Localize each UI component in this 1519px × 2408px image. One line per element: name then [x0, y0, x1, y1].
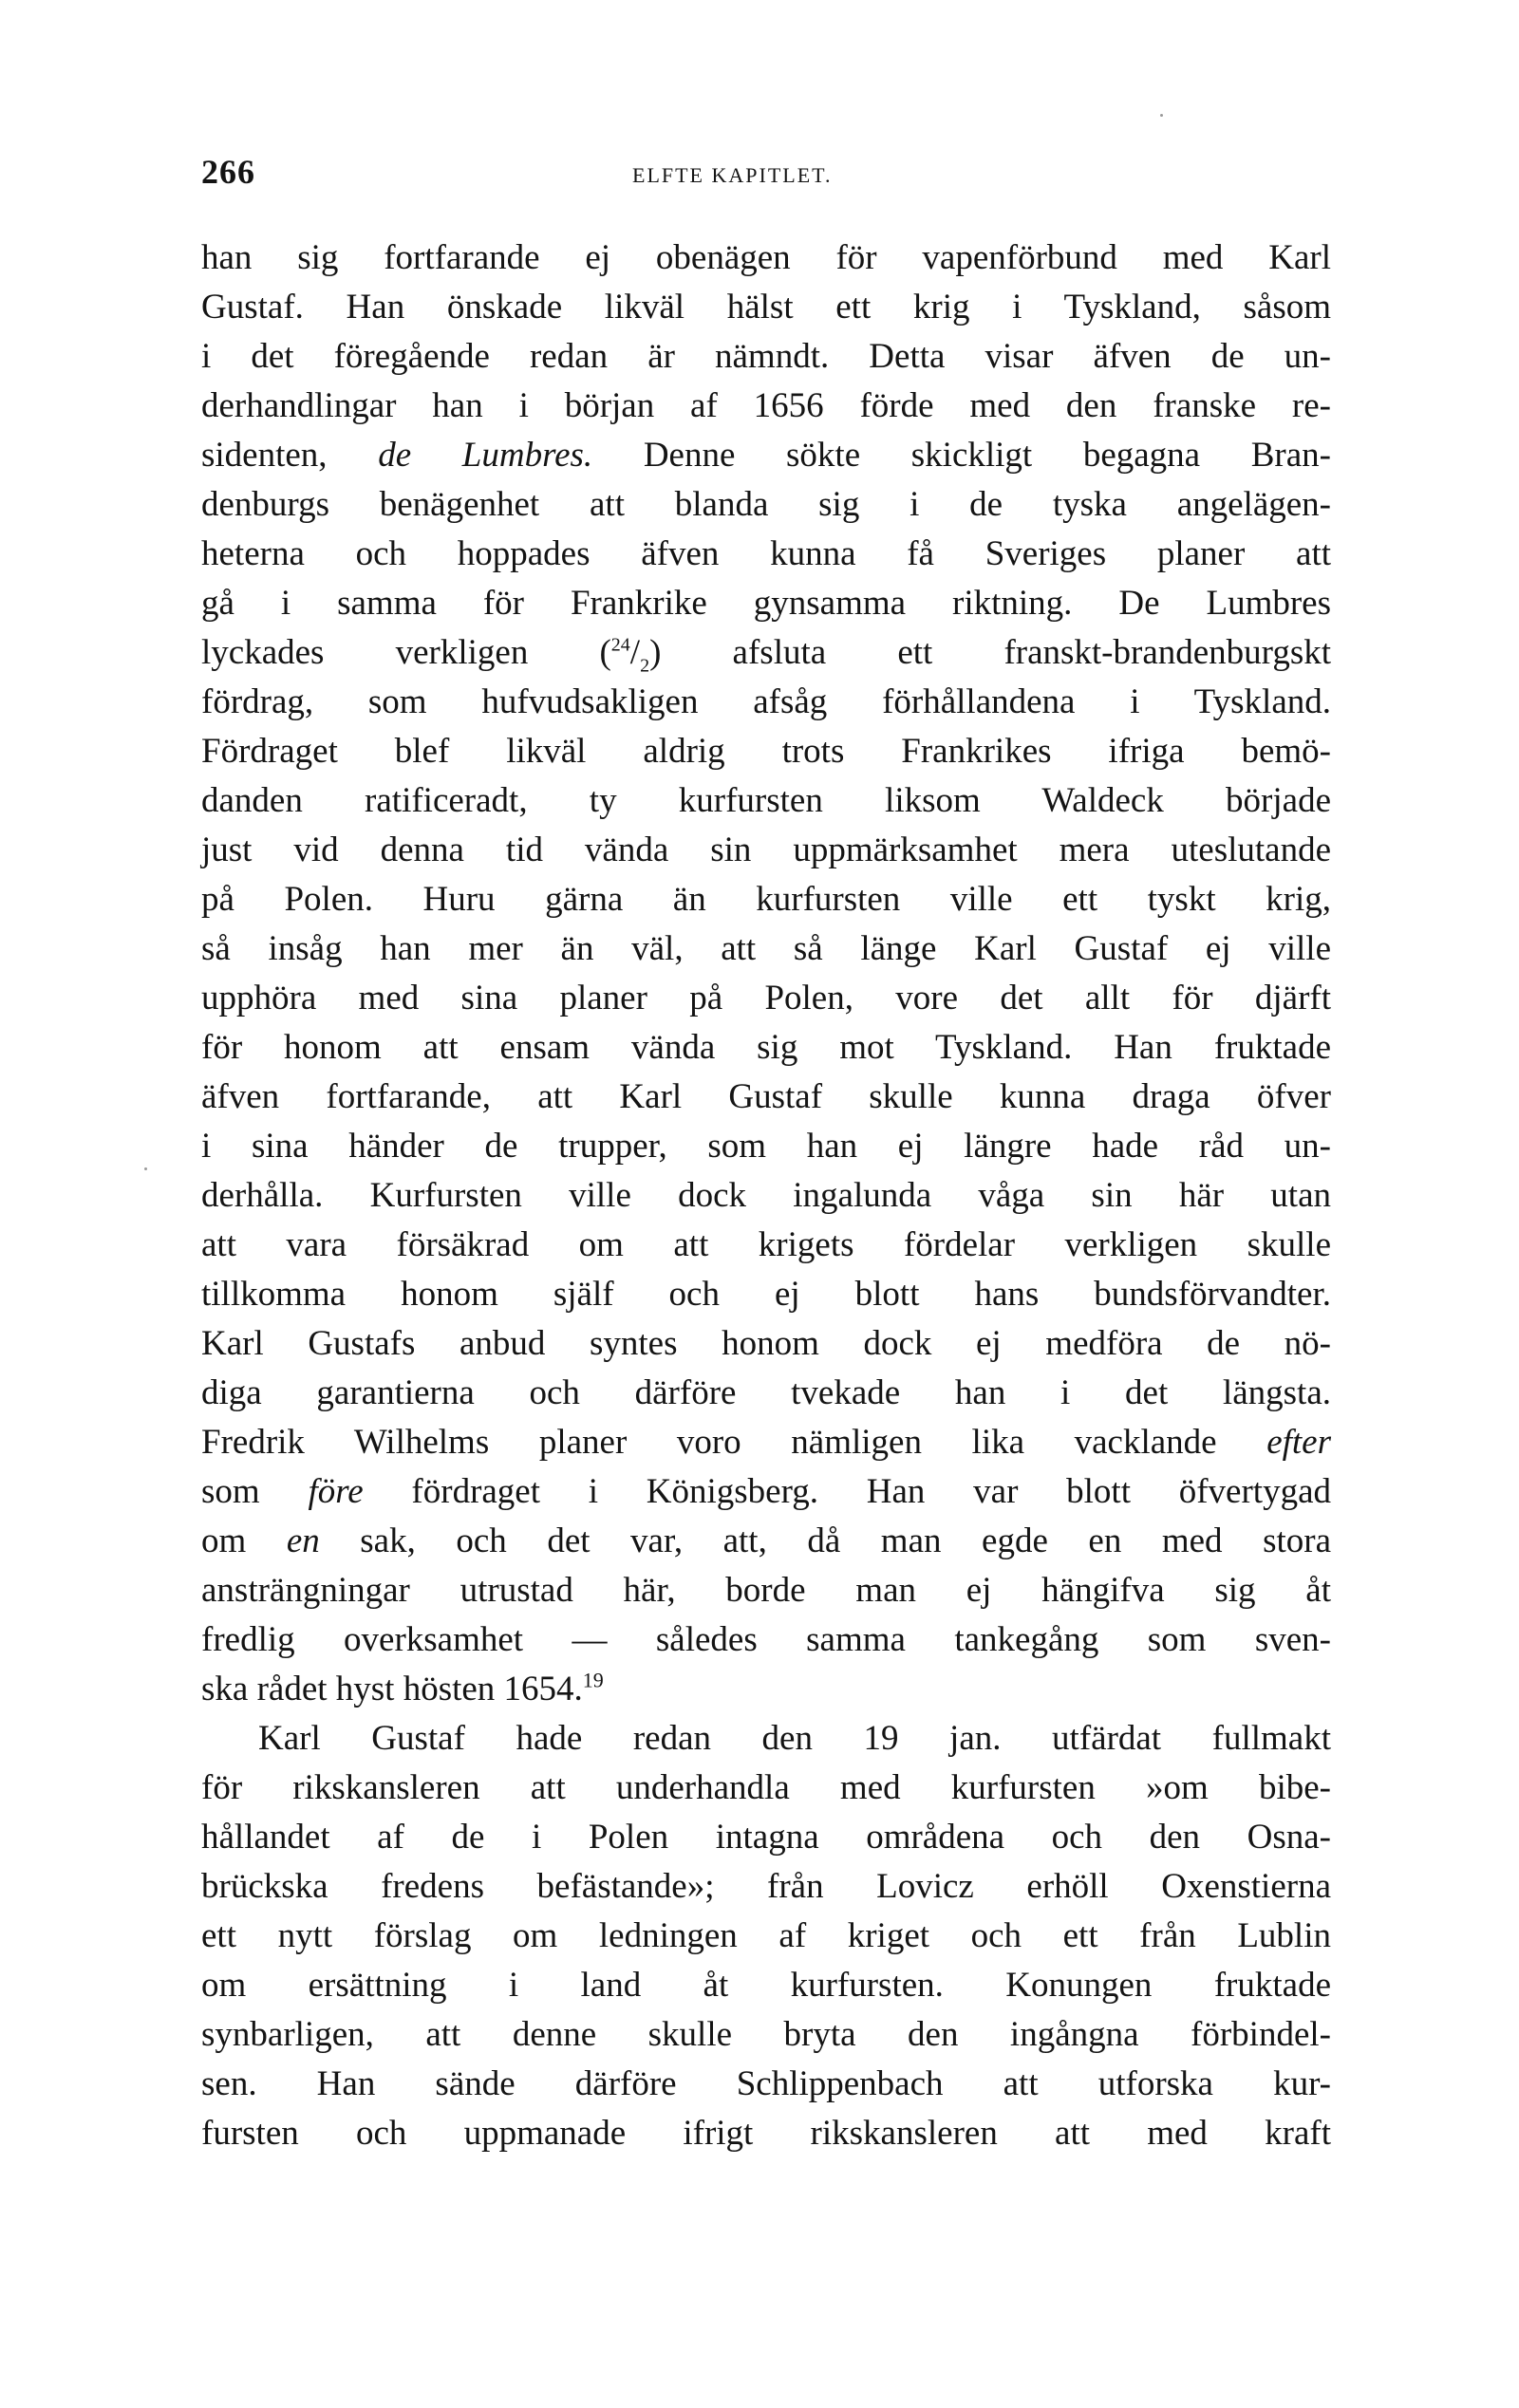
- scan-speck: [144, 1167, 147, 1170]
- line-fragment: Fredrik Wilhelms planer voro nämligen lika vacklande: [201, 1423, 1217, 1462]
- text-line: diga garantierna och därföre tvekade han i det längsta.: [201, 1373, 1331, 1412]
- scan-speck: [1160, 114, 1163, 117]
- text-line: brückska fredens befästande»; från Lovicz erhöll Oxenstierna: [201, 1867, 1331, 1906]
- text-line: [201, 628, 1331, 678]
- text-line: [201, 1467, 1331, 1517]
- page-header: [201, 152, 1331, 199]
- running-head: ELFTE KAPITLET.: [632, 163, 833, 187]
- text-line: fördrag, som hufvudsakligen afsåg förhållandena i Tyskland.: [201, 682, 1331, 721]
- text-line: att vara försäkrad om att krigets fördelar verkligen skulle: [201, 1225, 1331, 1264]
- italic-name: de Lumbres.: [378, 436, 593, 475]
- text-line: för honom att ensam vända sig mot Tyskland. Han fruktade: [201, 1028, 1331, 1067]
- text-line: ett nytt förslag om ledningen af kriget och ett från Lublin: [201, 1916, 1331, 1955]
- text-line: för rikskansleren att underhandla med kurfursten »om bibe-: [201, 1768, 1331, 1807]
- text-line: tillkomma honom själf och ej blott hans bundsförvandter.: [201, 1275, 1331, 1314]
- text-line: [201, 1665, 1331, 1714]
- line-fragment: afsluta ett franskt-brandenburgskt: [732, 633, 1332, 672]
- text-line: [201, 1418, 1331, 1467]
- text-line: [201, 431, 1331, 480]
- line-fragment: sidenten,: [201, 436, 328, 475]
- body-text: [201, 233, 1331, 2158]
- text-line: danden ratificeradt, ty kurfursten liksom Waldeck började: [201, 781, 1331, 820]
- fraction-denominator: 2: [640, 655, 650, 677]
- text-line: heterna och hoppades äfven kunna få Sveriges planer att: [201, 534, 1331, 573]
- line-fragment: ): [649, 633, 662, 672]
- text-line: sen. Han sände därföre Schlippenbach att utforska kur-: [201, 2064, 1331, 2103]
- italic-word: före: [308, 1472, 364, 1511]
- text-line: så insåg han mer än väl, att så länge Karl Gustaf ej ville: [201, 929, 1331, 968]
- line-fragment: som: [201, 1472, 260, 1511]
- line-fragment: lyckades verkligen (: [201, 633, 611, 672]
- text-line: Karl Gustaf hade redan den 19 jan. utfärdat fullmakt: [258, 1719, 1331, 1758]
- italic-word: en: [286, 1521, 320, 1560]
- text-line: denburgs benägenhet att blanda sig i de tyska angelägen-: [201, 485, 1331, 524]
- line-fragment: om: [201, 1521, 247, 1560]
- date-fraction: $^{24}/_2$: [610, 633, 650, 677]
- text-line: [201, 1517, 1331, 1566]
- footnote-reference: 19: [582, 1668, 604, 1692]
- text-line: derhandlingar han i början af 1656 förde med den franske re-: [201, 386, 1331, 425]
- text-line: i sina händer de trupper, som han ej längre hade råd un-: [201, 1127, 1331, 1166]
- text-line: Gustaf. Han önskade likväl hälst ett krig i Tyskland, såsom: [201, 288, 1331, 327]
- line-fragment: ska rådet hyst hösten 1654.: [201, 1670, 583, 1708]
- text-line: hållandet af de i Polen intagna områdena och den Osna-: [201, 1818, 1331, 1857]
- text-line: fredlig overksamhet — således samma tankegång som sven-: [201, 1620, 1331, 1659]
- line-fragment: sak, och det var, att, då man egde en med stora: [360, 1521, 1331, 1560]
- text-line: på Polen. Huru gärna än kurfursten ville ett tyskt krig,: [201, 880, 1331, 919]
- text-line: Karl Gustafs anbud syntes honom dock ej medföra de nö-: [201, 1324, 1331, 1363]
- text-line: Fördraget blef likväl aldrig trots Frankrikes ifriga bemö-: [201, 732, 1331, 771]
- text-line: fursten och uppmanade ifrigt rikskansleren att med kraft: [201, 2114, 1331, 2153]
- line-fragment: fördraget i Königsberg. Han var blott öfvertygad: [411, 1472, 1331, 1511]
- text-line: just vid denna tid vända sin uppmärksamhet mera uteslutande: [201, 831, 1331, 869]
- text-line: upphöra med sina planer på Polen, vore det allt för djärft: [201, 979, 1331, 1017]
- text-line: synbarligen, att denne skulle bryta den ingångna förbindel-: [201, 2015, 1331, 2054]
- line-fragment: Denne sökte skickligt begagna Bran-: [643, 436, 1331, 475]
- text-line: i det föregående redan är nämndt. Detta visar äfven de un-: [201, 337, 1331, 376]
- page-number: 266: [201, 153, 255, 191]
- italic-word: efter: [1266, 1423, 1331, 1462]
- text-line: om ersättning i land åt kurfursten. Konungen fruktade: [201, 1966, 1331, 2005]
- text-line: derhålla. Kurfursten ville dock ingalunda våga sin här utan: [201, 1176, 1331, 1215]
- text-line: ansträngningar utrustad här, borde man ej hängifva sig åt: [201, 1571, 1331, 1610]
- text-line: han sig fortfarande ej obenägen för vapenförbund med Karl: [201, 238, 1331, 277]
- fraction-numerator: 24: [610, 634, 630, 656]
- text-line: äfven fortfarande, att Karl Gustaf skulle kunna draga öfver: [201, 1077, 1331, 1116]
- text-line: gå i samma för Frankrike gynsamma riktning. De Lumbres: [201, 584, 1331, 623]
